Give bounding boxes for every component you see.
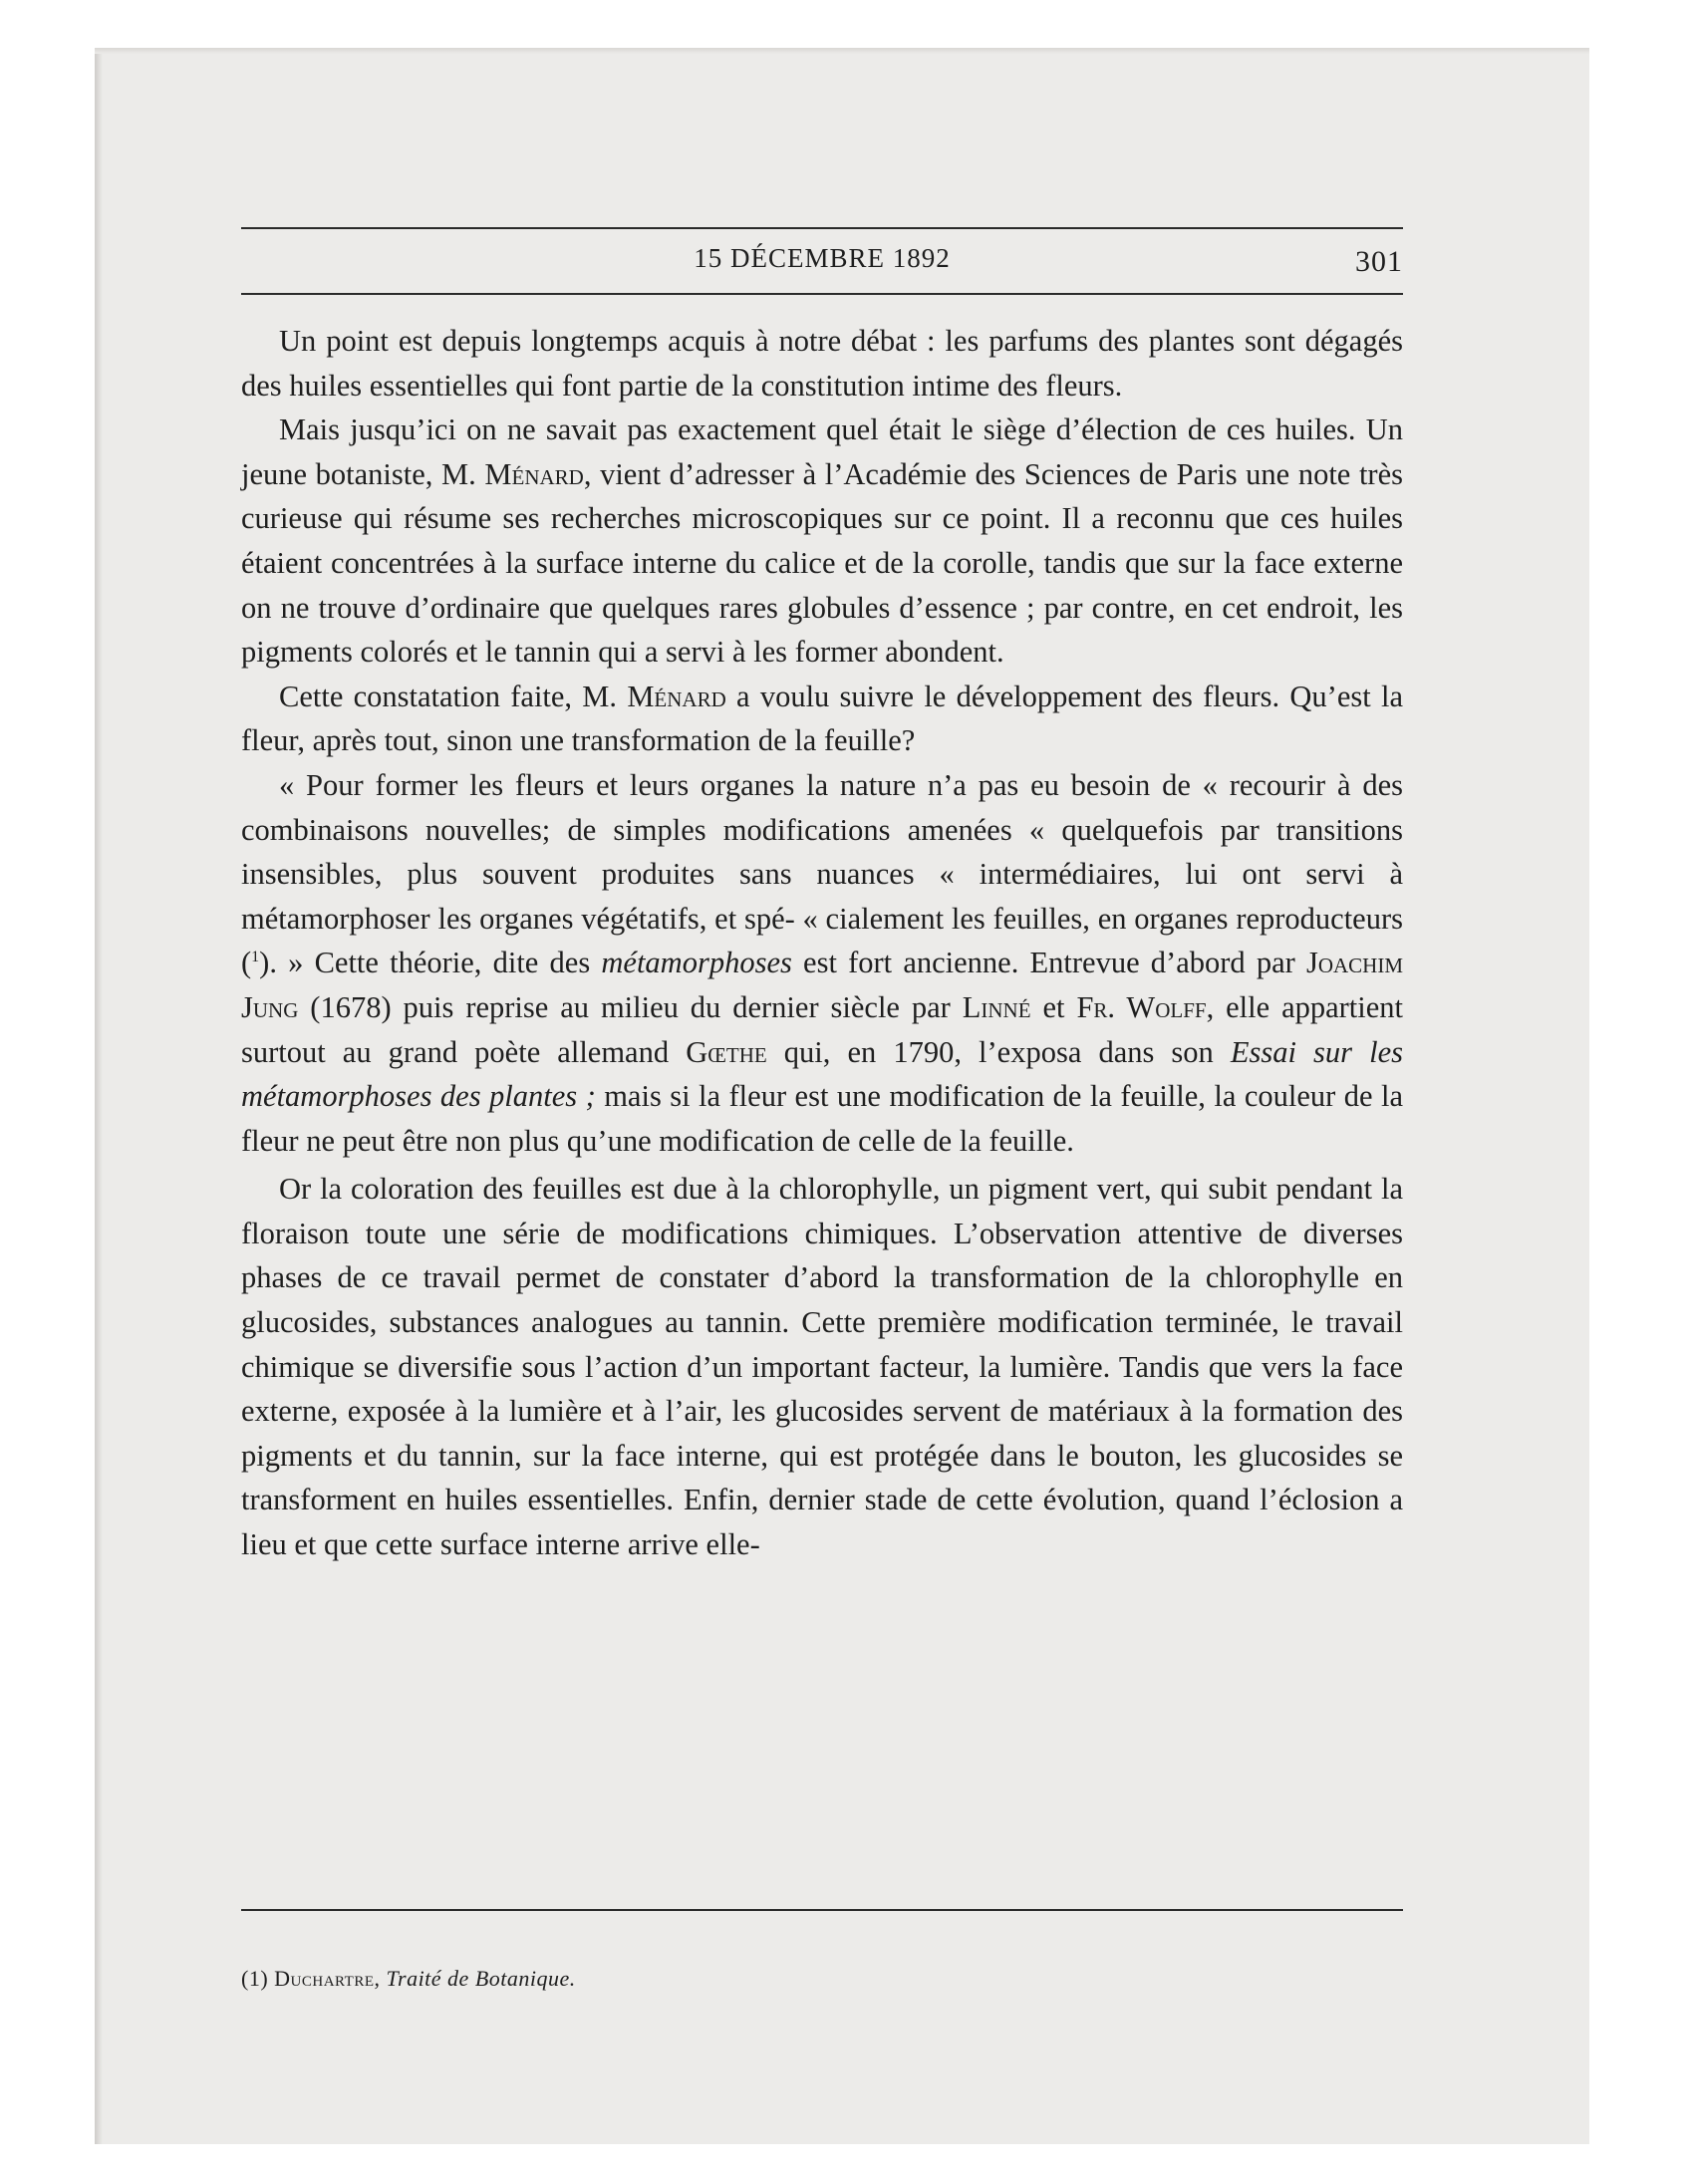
paragraph-4-text-g: qui, en 1790, l’exposa dans son — [766, 1034, 1231, 1069]
paragraph-1-text: Un point est depuis longtemps acquis à notre débat : les parfums des plantes sont dégagés des huiles essentielles qui font partie de la constitution intime des fleurs. — [241, 324, 1403, 403]
paragraph-4-text-h: mais si la fleur est une modification de la feuille, la couleur de la fleur ne peut être non plus qu’une modification de celle de la feuille. — [241, 1079, 1403, 1158]
paragraph-2-text-a: Mais jusqu’ici on ne savait pas exactement quel était le siège d’élection de ces huiles. Un jeune botaniste, M. — [241, 412, 1403, 491]
author-jung: Joachim Jung — [241, 946, 1403, 1024]
footnote-marker: (1) — [241, 1966, 275, 1991]
author-menard: Ménard — [484, 456, 584, 491]
paragraph-2-text-b: , vient d’adresser à l’Académie des Sciences de Paris une note très curieuse qui résume ses recherches microscopiques sur ce point. Il a reconnu que ces huiles étaient concentrées à la surface interne du calice et de la corolle, tandis que sur la face externe on ne trouve d’ordinaire que quelques rares globules d’essence ; par contre, en cet endroit, les pigments colorés et le tannin qui a servi à les former abondent. — [241, 456, 1403, 670]
paragraph-3-text-a: Cette constatation faite, M. — [279, 679, 628, 713]
paragraph-4-text-d: (1678) puis reprise au milieu du dernier siècle par — [298, 989, 963, 1024]
scan-top-edge — [95, 48, 1589, 54]
author-menard: Ménard — [627, 679, 726, 713]
author-wolff: Fr. Wolff — [1076, 989, 1207, 1024]
body-text — [241, 319, 1403, 1567]
page-number: 301 — [1355, 245, 1403, 278]
header-top-rule — [241, 227, 1403, 229]
paragraph-3 — [241, 675, 1403, 763]
term-metamorphoses: métamorphoses — [601, 946, 792, 980]
paragraph-3-text-b: a voulu suivre le développement des fleurs. Qu’est la fleur, après tout, sinon une transformation de la feuille? — [241, 679, 1403, 758]
paragraph-1 — [241, 319, 1403, 408]
paragraph-4-text-c: est fort ancienne. Entrevue d’abord par — [791, 946, 1306, 980]
scanned-page — [95, 48, 1589, 2144]
paragraph-4-text-e: et — [1030, 989, 1077, 1024]
paragraph-4-text-f: , elle appartient surtout au grand poète allemand — [241, 989, 1404, 1069]
book-title-essai: Essai sur les métamorphoses des plantes ; — [241, 1034, 1403, 1114]
footnote-rule — [241, 1909, 1403, 1911]
paragraph-2 — [241, 408, 1403, 675]
footnote-separator: , — [374, 1966, 387, 1991]
footnote-reference: 1 — [251, 949, 260, 966]
quotation-text: « Pour former les fleurs et leurs organes la nature n’a pas eu besoin de « recourir à des combinaisons nouvelles; de simples modifications amenées « quelquefois par transitions insensibles, plus souvent produites sans nuances « intermédiaires, lui ont servi à métamorphoser les organes végétatifs, et spé- « cialement les feuilles, en organes reproducteurs ( — [241, 767, 1403, 980]
paragraph-4-quotation — [241, 763, 1403, 1163]
running-head — [241, 237, 1403, 281]
paragraph-5 — [241, 1167, 1403, 1566]
paragraph-5-text: Or la coloration des feuilles est due à la chlorophylle, un pigment vert, qui subit pendant la floraison toute une série de modifications chimiques. L’observation attentive de diverses phases de ce travail permet de constater d’abord la transformation de la chlorophylle en glucosides, substances analogues au tannin. Cette première modification terminée, le travail chimique se diversifie sous l’action d’un important facteur, la lumière. Tandis que vers la face externe, exposée à la lumière et à l’air, les glucosides servent de matériaux à la formation des pigments et du tannin, sur la face interne, qui est protégée dans le bouton, les glucosides se transforment en huiles essentielles. Enfin, dernier stade de cette évolution, quand l’éclosion a lieu et que cette surface interne arrive elle- — [241, 1172, 1403, 1562]
footnote-author: Duchartre — [274, 1966, 375, 1991]
scan-left-edge — [95, 48, 103, 2144]
footnote-title: Traité de Botanique. — [386, 1966, 576, 1991]
author-goethe: Gœthe — [686, 1034, 767, 1069]
running-head-date: 15 DÉCEMBRE 1892 — [694, 243, 951, 273]
paragraph-4-text-b: ). » Cette théorie, dite des — [259, 946, 602, 980]
footnote — [241, 1966, 576, 1992]
author-linne: Linné — [962, 989, 1031, 1024]
header-bottom-rule — [241, 293, 1403, 295]
